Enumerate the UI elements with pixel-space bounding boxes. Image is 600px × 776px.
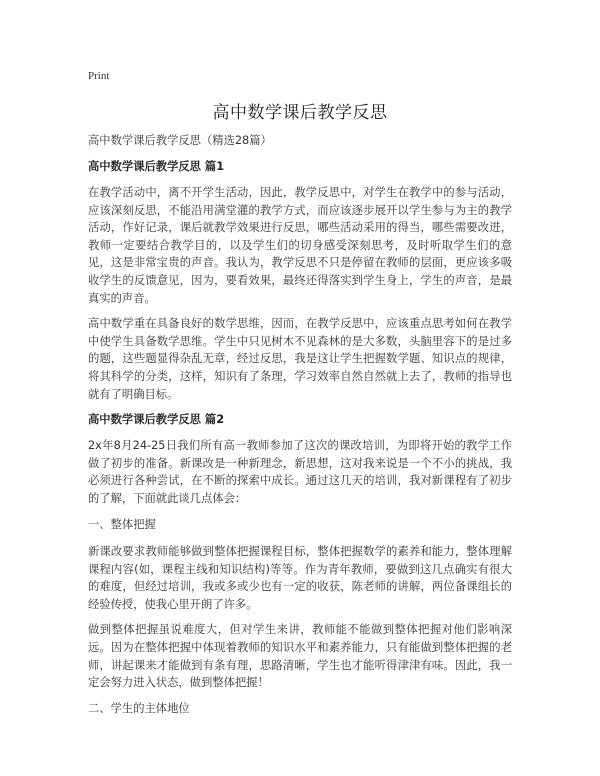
section-heading-1: 高中数学课后教学反思 篇1 (88, 160, 225, 173)
paragraph: 高中数学重在具备良好的数学思维，因而，在教学反思中，应该重点思考如何在教学中使学生具备数学思维。学生中只见树木不见森林的是大多数，头脑里容下的是过多的题，这些题显得杂乱无章，经过反思，我是这让学生把握数学题、知识点的规律，将其科学的分类，这样，知识有了条理，学习效率自然自然就上去了，教师的指导也就有了明确目标。 (88, 317, 512, 401)
document-subtitle: 高中数学课后教学反思（精选28篇） (88, 134, 272, 147)
print-link[interactable]: Print (88, 70, 110, 82)
point-title-1: 一、整体把握 (88, 517, 156, 531)
paragraph: 2x年8月24-25日我们所有高一教师参加了这次的课改培训，为即将开始的教学工作做了初步的准备。新课改是一种新理念，新思想，这对我来说是一个不小的挑战，我必须进行各种尝试，在不断的探索中成长。通过这几天的培训，我对新课程有了初步的了解，下面就此谈几点体会： (88, 439, 512, 505)
document-body (88, 132, 512, 727)
point-title-2: 二、学生的主体地位 (88, 701, 190, 715)
paragraph: 做到整体把握虽说难度大，但对学生来讲，教师能不能做到整体把握对他们影响深远。因为在整体把握中体现着教师的知识水平和素养能力，只有能做到整体把握的老师，讲起课来才能做到有条有理，思路清晰，学生也才能听得津津有味。因此，我一定会努力进入状态，做到整体把握！ (88, 623, 512, 690)
paragraph: 在教学活动中，离不开学生活动，因此，教学反思中，对学生在教学中的参与活动，应该深刻反思，不能沿用满堂灌的教学方式，而应该逐步展开以学生参与为主的教学活动，作好记录，课后就教学效果进行反思，哪些活动采用的得当，哪些需要改进，教师一定要结合教学目的，以及学生们的切身感受深刻思考，及时听取学生们的意见，这是非常宝贵的声音。我认为，教学反思不只是停留在教师的层面，更应该多吸收学生的反馈意见，因为，要看效果，最终还得落实到学生身上，学生的声音，是最真实的声音。 (88, 186, 512, 305)
paragraph: 新课改要求教师能够做到整体把握课程目标，整体把握数学的素养和能力，整体理解课程内容(如，课程主线和知识结构)等等。作为青年教师，要做到这几点确实有很大的难度，但经过培训，我或多或少也有一定的收获，陈老师的讲解，两位备课组长的经验传授，使我心里开朗了许多。 (88, 545, 512, 611)
page-title: 高中数学课后教学反思 (212, 103, 388, 123)
section-heading-2: 高中数学课后教学反思 篇2 (88, 413, 225, 427)
